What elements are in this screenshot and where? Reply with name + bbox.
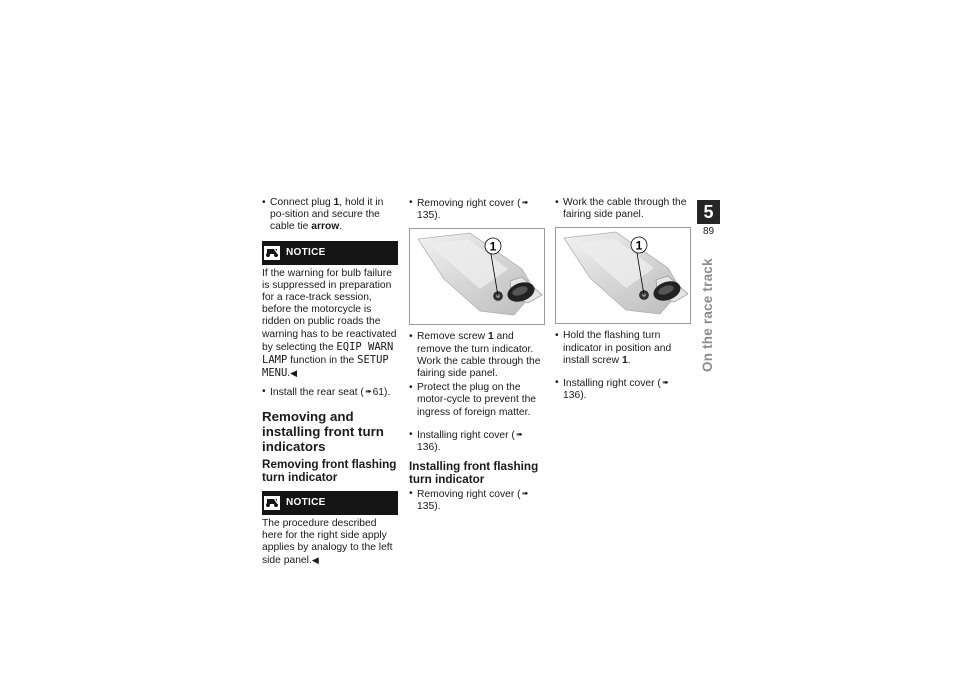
page-reference[interactable]: 135: [417, 501, 435, 513]
step-text: ).: [434, 442, 441, 454]
notice-label: NOTICE: [286, 496, 326, 508]
notice-label: NOTICE: [286, 246, 326, 258]
notice-text-part: function in the: [287, 355, 358, 367]
column-2: [409, 197, 545, 516]
step-connect-plug: [262, 197, 398, 234]
step-text: .: [627, 354, 631, 366]
notice-text-part: The procedure described here for the right side apply applies by analogy to the left side panel.: [262, 517, 393, 567]
callout-number: 1: [333, 197, 340, 208]
notice-text: [262, 518, 398, 568]
step-text: ).: [434, 210, 441, 222]
notice-text-part: .: [287, 368, 291, 380]
step-remove-right-cover: [409, 197, 545, 222]
step-text: Installing right cover (: [417, 429, 515, 441]
step-protect-plug: [409, 382, 545, 419]
display-function-name: EQIP WARN LAMP: [262, 340, 394, 367]
step-install-rear-seat: [262, 386, 398, 399]
section-heading: Removing and installing front turn indicators: [262, 408, 384, 454]
chapter-title: On the race track: [700, 258, 715, 372]
page-reference[interactable]: 135: [417, 210, 435, 222]
notice-bar: [262, 491, 398, 515]
notice-text-part: If the warning for bulb failure is suppressed in preparation for a race-track session, before the motorcycle is ridden on public roads the warning has to be reactivated by selecting the: [262, 267, 397, 353]
step-text: Removing right cover (: [417, 489, 521, 501]
step-text: Protect the plug on the motor-cycle to prevent the ingress of foreign matter.: [417, 382, 537, 418]
step-install-right-cover: [555, 377, 691, 402]
fairing-turn-indicator-illustration: [410, 229, 544, 324]
end-marker-icon: ◀: [290, 368, 298, 379]
step-remove-right-cover-2: [409, 488, 545, 513]
page-reference[interactable]: 61: [372, 387, 385, 399]
step-text: Remove screw: [417, 331, 488, 343]
arrow-label: arrow: [311, 221, 340, 233]
page-reference[interactable]: 136: [417, 442, 435, 454]
page-ref-arrow-icon: ➠: [364, 387, 372, 397]
step-remove-screw: [409, 331, 545, 380]
display-menu-name: SETUP MENU: [262, 354, 389, 380]
column-3: [555, 197, 691, 404]
end-marker-icon: ◀: [311, 555, 319, 566]
step-text: Hold the flashing turn indicator in position and install screw: [563, 330, 672, 366]
step-text: Removing right cover (: [417, 198, 521, 209]
callout-number: 1: [487, 331, 494, 343]
step-text: ).: [580, 390, 587, 402]
fairing-figure: [409, 228, 545, 325]
step-text: , hold it in po-sition and secure the cable tie: [270, 197, 384, 233]
step-text: Work the cable through the fairing side panel.: [563, 197, 687, 221]
step-text: and remove the turn indicator. Work the cable through the fairing side panel.: [417, 331, 541, 380]
callout-number: 1: [621, 354, 628, 366]
figure-callout-label: 1: [489, 239, 497, 254]
fairing-figure: [555, 227, 691, 324]
step-text: Installing right cover (: [563, 378, 661, 390]
step-text: Connect plug: [270, 197, 334, 208]
step-text: ).: [384, 387, 391, 399]
step-text: ).: [434, 501, 441, 513]
step-install-right-cover: [409, 429, 545, 454]
step-work-cable: [555, 197, 691, 221]
notice-bar: [262, 241, 398, 265]
subsection-heading: Installing front flashing turn indicator: [409, 460, 539, 487]
page-ref-arrow-icon: ➠: [515, 429, 523, 439]
page-reference[interactable]: 136: [563, 390, 581, 402]
chapter-number: 5: [697, 200, 720, 224]
step-install-screw: [555, 330, 691, 367]
notice-motorcycle-icon: [264, 246, 280, 260]
page-ref-arrow-icon: ➠: [521, 198, 529, 207]
page-ref-arrow-icon: ➠: [521, 489, 529, 499]
step-text: Install the rear seat (: [270, 387, 364, 399]
page-ref-arrow-icon: ➠: [661, 378, 669, 388]
column-1: [262, 197, 398, 573]
subsection-heading: Removing front flashing turn indicator: [262, 457, 397, 484]
notice-text: [262, 268, 398, 381]
step-text: .: [339, 221, 343, 233]
figure-callout-label: 1: [635, 238, 643, 253]
notice-motorcycle-icon: [264, 496, 280, 510]
page-number: 89: [702, 226, 715, 237]
fairing-turn-indicator-illustration: [556, 228, 690, 323]
